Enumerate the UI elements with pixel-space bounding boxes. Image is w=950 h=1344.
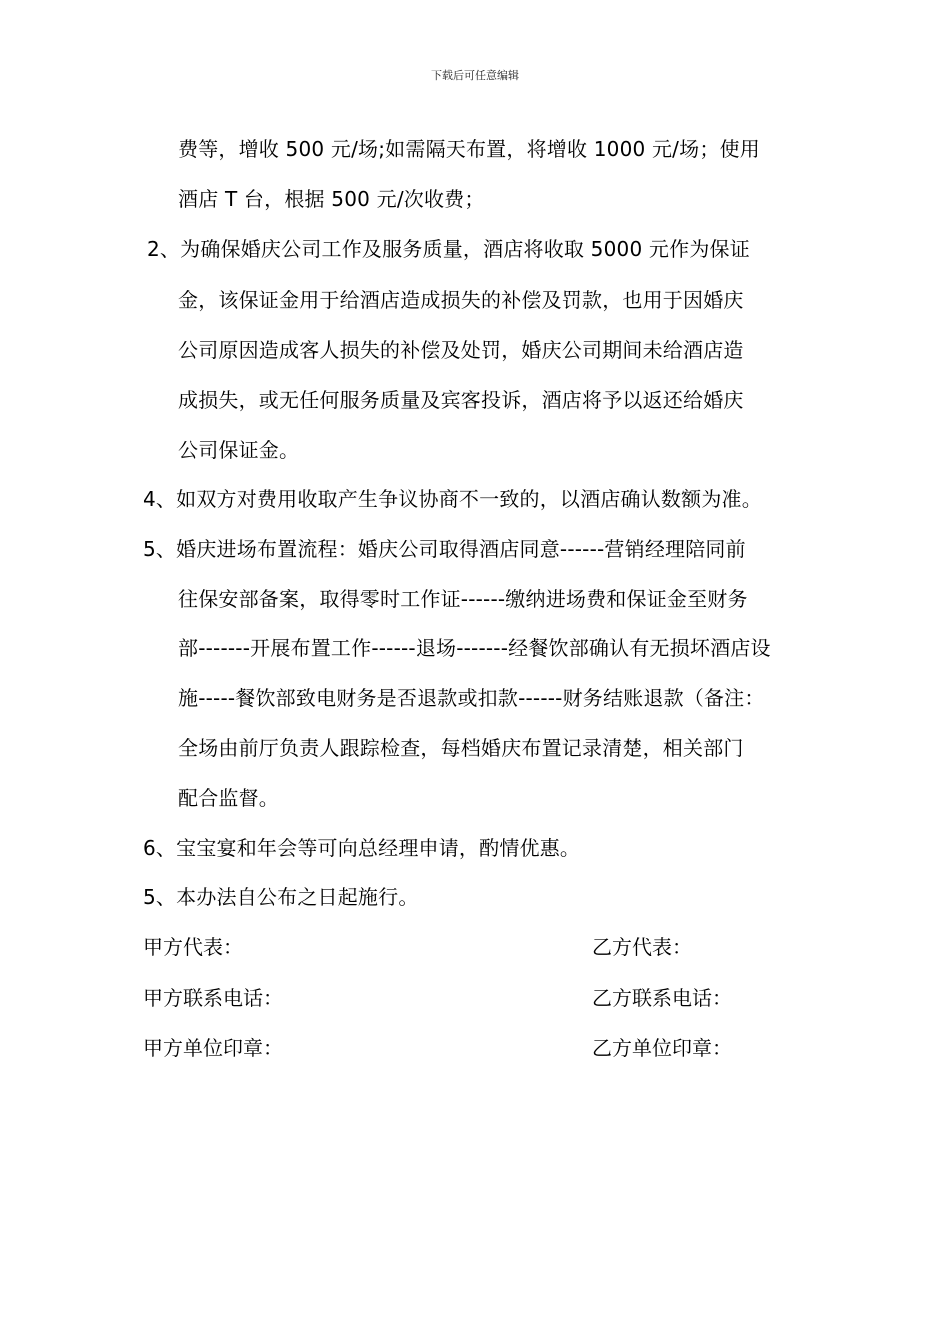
paragraph-line: 2、为确保婚庆公司工作及服务质量，酒店将收取 5000 元作为保证 bbox=[147, 237, 750, 261]
paragraph-line: 金，该保证金用于给酒店造成损失的补偿及罚款，也用于因婚庆 bbox=[178, 288, 744, 312]
paragraph-line: 部-------开展布置工作------退场-------经餐饮部确认有无损坏酒店设 bbox=[178, 636, 771, 660]
paragraph-line: 公司保证金。 bbox=[178, 438, 300, 462]
paragraph-line: 公司原因造成客人损失的补偿及处罚，婚庆公司期间未给酒店造 bbox=[178, 338, 744, 362]
paragraph-line: 6、宝宝宴和年会等可向总经理申请，酌情优惠。 bbox=[143, 836, 581, 860]
paragraph-line: 4、如双方对费用收取产生争议协商不一致的，以酒店确认数额为准。 bbox=[143, 487, 762, 511]
page-header: 下载后可任意编辑 bbox=[431, 69, 519, 82]
party-b-phone: 乙方联系电话： bbox=[592, 986, 732, 1010]
party-b-seal: 乙方单位印章： bbox=[592, 1036, 732, 1060]
paragraph-line: 全场由前厅负责人跟踪检查，每档婚庆布置记录清楚，相关部门 bbox=[178, 736, 744, 760]
paragraph-line: 费等，增收 500 元/场;如需隔天布置，将增收 1000 元/场；使用 bbox=[178, 137, 760, 161]
party-a-phone: 甲方联系电话： bbox=[143, 986, 283, 1010]
paragraph-line: 配合监督。 bbox=[178, 786, 279, 810]
paragraph-line: 5、本办法自公布之日起施行。 bbox=[143, 885, 419, 909]
paragraph-line: 施-----餐饮部致电财务是否退款或扣款------财务结账退款（备注： bbox=[178, 686, 765, 710]
paragraph-line: 5、婚庆进场布置流程：婚庆公司取得酒店同意------营销经理陪同前 bbox=[143, 537, 746, 561]
party-a-seal: 甲方单位印章： bbox=[143, 1036, 283, 1060]
paragraph-line: 酒店 T 台，根据 500 元/次收费； bbox=[178, 187, 485, 211]
party-a-representative: 甲方代表： bbox=[143, 935, 243, 959]
party-b-representative: 乙方代表： bbox=[592, 935, 692, 959]
paragraph-line: 成损失，或无任何服务质量及宾客投诉，酒店将予以返还给婚庆 bbox=[178, 388, 744, 412]
paragraph-line: 往保安部备案，取得零时工作证------缴纳进场费和保证金至财务 bbox=[178, 587, 748, 611]
